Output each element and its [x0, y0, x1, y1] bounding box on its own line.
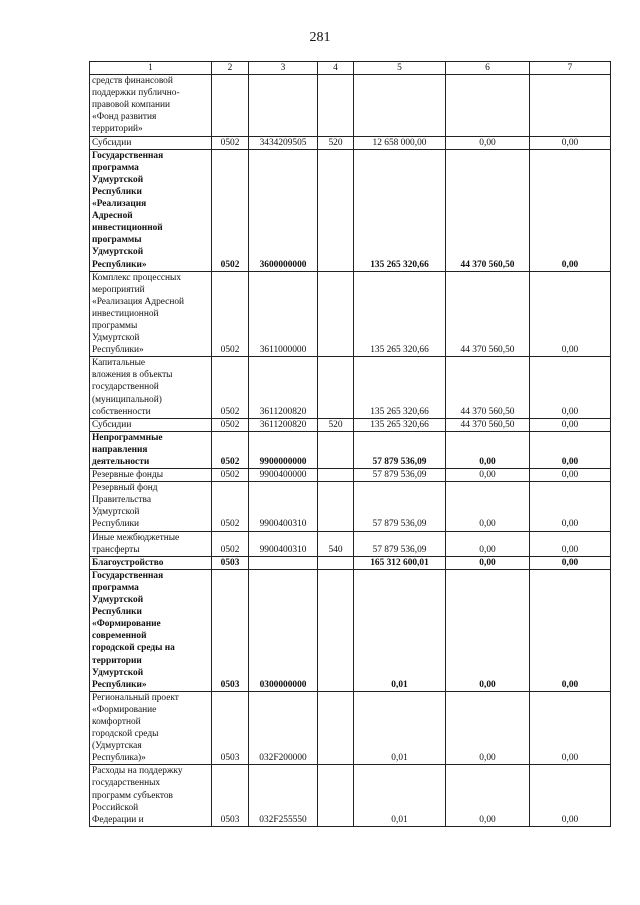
cell-name-line: программы	[92, 235, 142, 246]
cell-section: 0502	[212, 136, 249, 149]
cell-value-7: 0,00	[530, 357, 611, 418]
page-number: 281	[309, 30, 331, 45]
cell-name-line: «Фонд развития	[92, 112, 157, 123]
column-header: 2	[212, 62, 249, 75]
cell-name-line: правовой компании	[92, 100, 171, 111]
cell-name-line: Республики»	[92, 679, 147, 690]
cell-name-line: Республика)»	[92, 753, 146, 764]
cell-value-5: 135 265 320,66	[354, 149, 446, 271]
cell-name-line: (Удмуртская	[92, 741, 142, 752]
cell-name-line: инвестиционной	[92, 308, 159, 319]
table-header-row	[90, 62, 611, 75]
cell-name-line: Удмуртской	[92, 595, 144, 606]
cell-code: 3611000000	[249, 271, 318, 357]
cell-value-5: 135 265 320,66	[354, 357, 446, 418]
cell-value-6: 44 370 560,50	[446, 418, 530, 431]
cell-value-5: 165 312 600,01	[354, 556, 446, 569]
cell-code: 9900400310	[249, 531, 318, 556]
column-header: 4	[318, 62, 354, 75]
cell-section: 0502	[212, 357, 249, 418]
cell-value-7: 0,00	[530, 556, 611, 569]
table-row	[90, 271, 611, 357]
column-header: 3	[249, 62, 318, 75]
cell-name-line: Удмуртской	[92, 507, 140, 518]
cell-name-line: Удмуртской	[92, 247, 144, 258]
cell-type	[318, 431, 354, 468]
cell-name-line: Капитальные	[92, 358, 146, 369]
cell-section: 0502	[212, 482, 249, 531]
cell-name-line: Удмуртской	[92, 174, 144, 185]
cell-value-7: 0,00	[530, 569, 611, 691]
cell-name-line: территории	[92, 655, 142, 666]
table-row	[90, 431, 611, 468]
cell-name-line: городской среды на	[92, 643, 175, 654]
cell-value-6: 0,00	[446, 136, 530, 149]
cell-value-5: 135 265 320,66	[354, 271, 446, 357]
cell-name	[90, 469, 212, 482]
cell-code: 032F255550	[249, 765, 318, 826]
cell-name-line: «Реализация	[92, 199, 147, 210]
cell-name	[90, 418, 212, 431]
cell-value-7: 0,00	[530, 431, 611, 468]
cell-value-7: 0,00	[530, 691, 611, 765]
cell-type: 520	[318, 418, 354, 431]
cell-name-line: Субсидии	[92, 137, 132, 148]
budget-table	[89, 61, 611, 827]
cell-section: 0502	[212, 149, 249, 271]
column-header: 5	[354, 62, 446, 75]
cell-value-7: 0,00	[530, 482, 611, 531]
cell-value-7: 0,00	[530, 271, 611, 357]
cell-value-5: 57 879 536,09	[354, 482, 446, 531]
cell-type	[318, 482, 354, 531]
cell-name	[90, 569, 212, 691]
cell-value-5: 135 265 320,66	[354, 418, 446, 431]
table-row	[90, 531, 611, 556]
cell-type	[318, 556, 354, 569]
cell-name-line: современной	[92, 631, 147, 642]
cell-value-7: 0,00	[530, 531, 611, 556]
cell-section: 0503	[212, 569, 249, 691]
cell-code: 9900000000	[249, 431, 318, 468]
cell-name-line: Государственная	[92, 570, 164, 581]
cell-name-line: программа	[92, 162, 139, 173]
cell-type	[318, 469, 354, 482]
table-row	[90, 482, 611, 531]
cell-name	[90, 271, 212, 357]
cell-name-line: программа	[92, 582, 139, 593]
cell-name-line: территорий»	[92, 124, 143, 135]
cell-name-line: Республики»	[92, 259, 147, 270]
cell-name-line: комфортной	[92, 716, 141, 727]
cell-name	[90, 482, 212, 531]
cell-name-line: Удмуртской	[92, 333, 140, 344]
cell-name	[90, 691, 212, 765]
cell-value-6: 0,00	[446, 431, 530, 468]
cell-name-line: Резервный фонд	[92, 483, 158, 494]
cell-code: 3600000000	[249, 149, 318, 271]
cell-name-line: программы	[92, 320, 138, 331]
cell-value-6: 44 370 560,50	[446, 357, 530, 418]
cell-type: 520	[318, 136, 354, 149]
cell-name-line: Региональный проект	[92, 692, 179, 703]
cell-type	[318, 765, 354, 826]
cell-name-line: Резервные фонды	[92, 470, 164, 481]
cell-value-6: 0,00	[446, 765, 530, 826]
cell-code	[249, 75, 318, 136]
cell-section: 0502	[212, 469, 249, 482]
cell-code	[249, 556, 318, 569]
table-row	[90, 556, 611, 569]
cell-name-line: Комплекс процессных	[92, 272, 182, 283]
table-row	[90, 765, 611, 826]
cell-name-line: инвестиционной	[92, 223, 163, 234]
cell-type	[318, 149, 354, 271]
cell-name-line: Непрограммные	[92, 432, 163, 443]
cell-code: 032F200000	[249, 691, 318, 765]
cell-value-5: 12 658 000,00	[354, 136, 446, 149]
cell-name	[90, 136, 212, 149]
cell-name-line: трансферты	[92, 544, 140, 555]
cell-value-7: 0,00	[530, 149, 611, 271]
cell-code: 3434209505	[249, 136, 318, 149]
cell-value-7: 0,00	[530, 469, 611, 482]
cell-name-line: поддержки публично-	[92, 88, 180, 99]
cell-name-line: Удмуртской	[92, 667, 144, 678]
cell-value-6: 0,00	[446, 482, 530, 531]
cell-value-6	[446, 75, 530, 136]
cell-name-line: (муниципальной)	[92, 394, 162, 405]
cell-name-line: Республики	[92, 607, 142, 618]
cell-name-line: собственности	[92, 406, 151, 417]
cell-section: 0502	[212, 418, 249, 431]
cell-value-6: 0,00	[446, 569, 530, 691]
table-row	[90, 75, 611, 136]
cell-name-line: Республики»	[92, 345, 144, 356]
cell-code: 0300000000	[249, 569, 318, 691]
cell-name-line: Федерации и	[92, 814, 144, 825]
cell-name-line: Республики	[92, 519, 140, 530]
cell-type	[318, 691, 354, 765]
cell-value-6: 0,00	[446, 691, 530, 765]
cell-name	[90, 357, 212, 418]
cell-name-line: Субсидии	[92, 419, 132, 430]
cell-name-line: городской среды	[92, 729, 159, 740]
cell-section	[212, 75, 249, 136]
cell-section: 0502	[212, 271, 249, 357]
cell-value-6: 44 370 560,50	[446, 149, 530, 271]
cell-name-line: Адресной	[92, 211, 133, 222]
cell-section: 0503	[212, 556, 249, 569]
cell-section: 0503	[212, 765, 249, 826]
table-row	[90, 418, 611, 431]
cell-value-6: 0,00	[446, 531, 530, 556]
cell-code: 9900400000	[249, 469, 318, 482]
cell-code: 9900400310	[249, 482, 318, 531]
cell-name-line: государственной	[92, 382, 159, 393]
table-row	[90, 136, 611, 149]
cell-value-5: 0,01	[354, 569, 446, 691]
cell-name-line: мероприятий	[92, 284, 145, 295]
cell-value-7: 0,00	[530, 765, 611, 826]
cell-code: 3611200820	[249, 357, 318, 418]
cell-name	[90, 75, 212, 136]
cell-section: 0502	[212, 431, 249, 468]
table-row	[90, 469, 611, 482]
cell-name-line: направления	[92, 444, 148, 455]
cell-name-line: «Реализация Адресной	[92, 296, 185, 307]
cell-name-line: Российской	[92, 802, 139, 813]
cell-type	[318, 271, 354, 357]
table-row	[90, 149, 611, 271]
cell-type: 540	[318, 531, 354, 556]
table-row	[90, 569, 611, 691]
cell-value-5: 0,01	[354, 765, 446, 826]
cell-code: 3611200820	[249, 418, 318, 431]
cell-name-line: Расходы на поддержку	[92, 766, 183, 777]
cell-section: 0503	[212, 691, 249, 765]
cell-type	[318, 569, 354, 691]
cell-name-line: «Формирование	[92, 704, 157, 715]
cell-section: 0502	[212, 531, 249, 556]
cell-value-6: 44 370 560,50	[446, 271, 530, 357]
column-header: 7	[530, 62, 611, 75]
cell-name-line: средств финансовой	[92, 76, 173, 87]
cell-name-line: Республики	[92, 186, 142, 197]
cell-name-line: государственных	[92, 778, 161, 789]
cell-name	[90, 556, 212, 569]
cell-name-line: Правительства	[92, 495, 151, 506]
cell-value-7: 0,00	[530, 418, 611, 431]
cell-value-6: 0,00	[446, 469, 530, 482]
table-row	[90, 691, 611, 765]
cell-name-line: деятельности	[92, 457, 150, 467]
cell-name	[90, 149, 212, 271]
cell-name-line: Благоустройство	[92, 557, 164, 568]
cell-name-line: Иные межбюджетные	[92, 532, 180, 543]
cell-value-5: 57 879 536,09	[354, 431, 446, 468]
cell-type	[318, 357, 354, 418]
cell-name	[90, 431, 212, 468]
cell-name-line: программ субъектов	[92, 790, 173, 801]
cell-value-7	[530, 75, 611, 136]
cell-name-line: «Формирование	[92, 619, 161, 630]
cell-name	[90, 531, 212, 556]
cell-value-5	[354, 75, 446, 136]
column-header: 6	[446, 62, 530, 75]
column-header: 1	[90, 62, 212, 75]
cell-value-6: 0,00	[446, 556, 530, 569]
cell-value-5: 57 879 536,09	[354, 469, 446, 482]
cell-name-line: Государственная	[92, 150, 164, 161]
cell-name	[90, 765, 212, 826]
cell-value-7: 0,00	[530, 136, 611, 149]
cell-type	[318, 75, 354, 136]
cell-name-line: вложения в объекты	[92, 370, 173, 381]
cell-value-5: 0,01	[354, 691, 446, 765]
table-row	[90, 357, 611, 418]
cell-value-5: 57 879 536,09	[354, 531, 446, 556]
